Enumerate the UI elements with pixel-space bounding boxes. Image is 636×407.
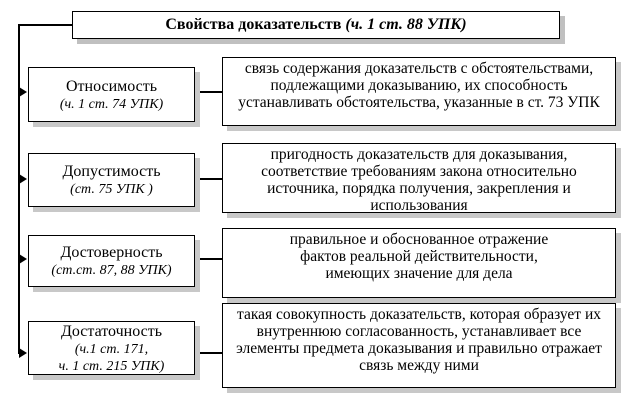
property-box-reliability (28, 235, 195, 287)
link-line-4 (195, 352, 222, 354)
branch-arrow-4 (19, 348, 27, 358)
trunk-line-top (18, 24, 74, 26)
link-line-3 (195, 258, 222, 260)
property-description: правильное и обоснованное отражение фактов реальной действительности, имеющих значение для дела (289, 231, 549, 282)
diagram-title: Свойства доказательств (165, 16, 342, 33)
property-description: такая совокупность доказательств, которая образует их внутреннюю согласованность, устанавливает все элементы предмета доказывания и правильно отражает связь между ними (236, 306, 602, 374)
property-name: Достаточность (60, 322, 163, 340)
property-name: Относимость (65, 77, 158, 95)
property-name: Допустимость (62, 163, 161, 180)
branch-arrow-2 (19, 174, 27, 184)
diagram-title-box (72, 11, 560, 39)
property-ref: (ст.ст. 87, 88 УПК) (51, 263, 172, 278)
branch-arrow-1 (19, 87, 27, 97)
property-ref-line-2: ч. 1 ст. 215 УПК) (58, 358, 165, 374)
description-box-relevance (222, 57, 616, 126)
property-description: пригодность доказательств для доказывания, соответствие требованиям закона относительно источника, порядка получения, закрепления и использования (261, 146, 577, 214)
property-ref: (ст. 75 УПК ) (70, 182, 153, 197)
property-ref: (ч. 1 ст. 74 УПК) (59, 96, 164, 112)
property-box-sufficiency (28, 321, 195, 375)
branch-arrow-3 (19, 254, 27, 264)
description-box-admissibility (222, 143, 616, 213)
link-line-2 (195, 178, 222, 180)
property-box-admissibility (28, 153, 195, 207)
description-box-sufficiency (222, 303, 616, 388)
property-name: Достоверность (60, 244, 163, 261)
trunk-line-vertical (18, 24, 20, 353)
description-box-reliability (222, 228, 616, 298)
property-description: связь содержания доказательств с обстоятельствами, подлежащими доказыванию, их способность устанавливать обстоятельства, указанные в ст. 73 УПК (238, 60, 600, 111)
link-line-1 (195, 91, 222, 93)
diagram-title-ref: (ч. 1 ст. 88 УПК) (345, 16, 467, 33)
property-ref-line-1: (ч.1 ст. 171, (74, 341, 149, 357)
property-box-relevance (28, 67, 195, 122)
